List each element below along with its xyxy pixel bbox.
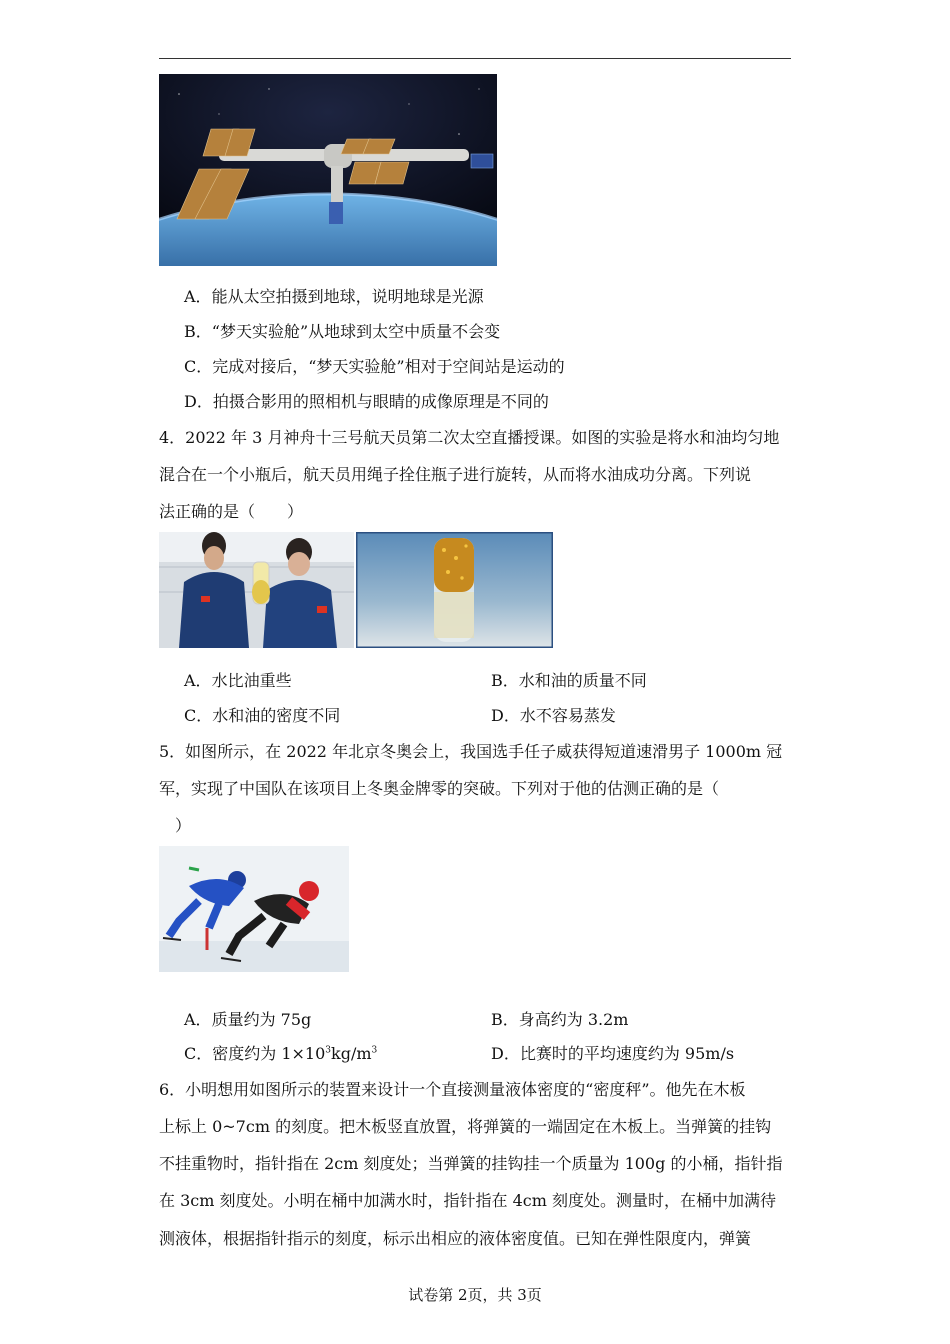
q4-stem-line-3: 法正确的是（ ）	[159, 502, 304, 521]
q5-option-a: A．质量约为 75g	[184, 1010, 312, 1029]
q5-option-b: B．身高约为 3.2m	[491, 1010, 629, 1029]
q4-option-d: D．水不容易蒸发	[491, 706, 616, 725]
q5-option-c: C．密度约为 $1\times 10^3kg/m^3$	[184, 1044, 378, 1063]
q4-stem-line-2: 混合在一个小瓶后，航天员用绳子拴住瓶子进行旋转，从而将水油成功分离。下列说	[159, 465, 752, 484]
q3-option-c: C．完成对接后，“梦天实验舱”相对于空间站是运动的	[184, 357, 565, 376]
q5-stem-line-1: 5．如图所示，在 2022 年北京冬奥会上，我国选手任子威获得短道速滑男子 1000m 冠	[159, 742, 783, 761]
q6-stem-line-2: 上标上 0~7cm 的刻度。把木板竖直放置，将弹簧的一端固定在木板上。当弹簧的挂钩	[159, 1117, 772, 1136]
oil-water-bottle-photo	[356, 532, 553, 648]
q6-stem-line-4: 在 3cm 刻度处。小明在桶中加满水时，指针指在 4cm 刻度处。测量时，在桶中加满待	[159, 1191, 776, 1210]
q5-stem-line-2: 军，实现了中国队在该项目上冬奥金牌零的突破。下列对于他的估测正确的是（	[159, 779, 720, 798]
astronauts-photo	[159, 532, 354, 648]
q4-option-a: A．水比油重些	[184, 671, 292, 690]
q3-option-b: B．“梦天实验舱”从地球到太空中质量不会变	[184, 322, 501, 341]
q6-stem-line-1: 6．小明想用如图所示的装置来设计一个直接测量液体密度的“密度秤”。他先在木板	[159, 1080, 746, 1099]
speed-skaters-photo	[159, 846, 349, 972]
q3-option-d: D．拍摄合影用的照相机与眼睛的成像原理是不同的	[184, 392, 549, 411]
header-rule	[159, 58, 791, 59]
q5-option-d: D．比赛时的平均速度约为 95m/s	[491, 1044, 735, 1063]
q3-option-a: A．能从太空拍摄到地球，说明地球是光源	[184, 287, 484, 306]
page-footer: 试卷第 2页，共 3页	[408, 1286, 542, 1304]
space-station-photo	[159, 74, 497, 266]
q6-stem-line-5: 测液体，根据指针指示的刻度，标示出相应的液体密度值。已知在弹性限度内，弹簧	[159, 1229, 752, 1248]
q4-stem-line-1: 4．2022 年 3 月神舟十三号航天员第二次太空直播授课。如图的实验是将水和油均匀地	[159, 428, 780, 447]
q6-stem-line-3: 不挂重物时，指针指在 2cm 刻度处；当弹簧的挂钩挂一个质量为 100g 的小桶，指针指	[159, 1154, 783, 1173]
q5-stem-line-3: ）	[159, 816, 192, 835]
q4-option-b: B．水和油的质量不同	[491, 671, 647, 690]
q4-option-c: C．水和油的密度不同	[184, 706, 341, 725]
